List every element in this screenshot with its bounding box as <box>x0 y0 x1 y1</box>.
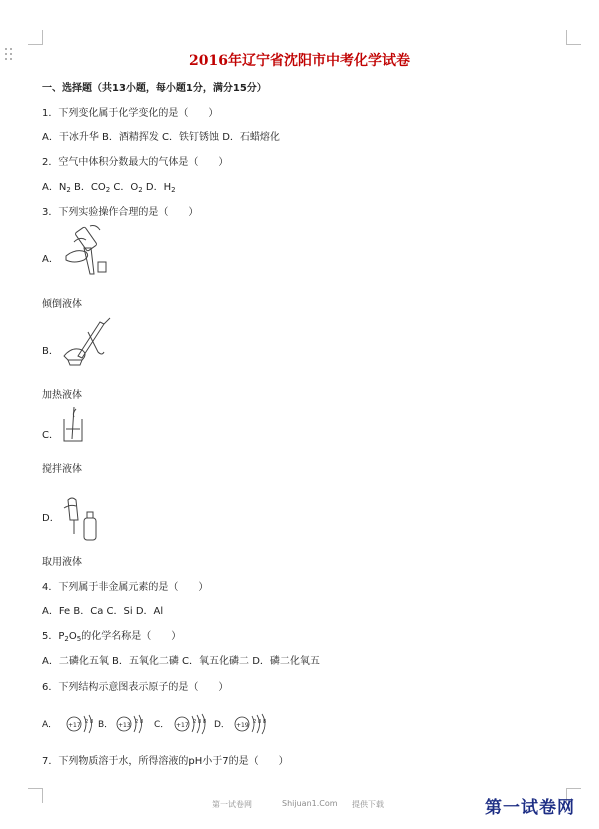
page-corner-top-right <box>566 30 581 45</box>
atom-d-shell-1: 2 <box>253 719 257 725</box>
atom-option-a-label: A． <box>42 720 58 730</box>
atom-d-shell-3: 8 <box>263 719 267 725</box>
question-2-stem: 2．空气中体积分数最大的气体是（ ） <box>42 157 229 168</box>
option-c-label: C． <box>42 430 59 441</box>
page-title: 2016年辽宁省沈阳市中考化学试卷 <box>189 53 410 69</box>
question-5-options: A．二磷化五氧 B．五氧化二磷 C．氧五化磷二 D．磷二化氧五 <box>42 656 320 667</box>
question-4-stem: 4．下列属于非金属元素的是（ ） <box>42 582 209 593</box>
atom-option-b-label: B． <box>98 720 114 730</box>
atom-c-nucleus: +17 <box>176 722 189 729</box>
option-a-caption: 倾倒液体 <box>42 299 82 310</box>
option-b-text: B．CO <box>73 182 106 193</box>
option-a-label: A． <box>42 254 59 265</box>
question-2-options: A．$N_2$ B．$CO_2$ C．$O_2$ D．$H_2$ <box>42 182 176 194</box>
question-3-stem: 3．下列实验操作合理的是（ ） <box>42 207 199 218</box>
question-5-stem: 5．$P_2O_5$的化学名称是（ ） <box>42 631 182 643</box>
atom-c-shell-1: 2 <box>193 719 197 725</box>
footer-site-url[interactable]: Shijuan1.Com <box>282 799 338 808</box>
atom-b-shell-2: 8 <box>140 719 144 725</box>
atom-d-nucleus: +19 <box>236 722 249 729</box>
question-1-stem: 1．下列变化属于化学变化的是（ ） <box>42 108 219 119</box>
option-d-caption: 取用液体 <box>42 557 82 568</box>
question-4-options: A．Fe B．Ca C．Si D．Al <box>42 606 164 617</box>
footer-download-note: 提供下载 <box>352 800 384 809</box>
option-c-caption: 搅拌液体 <box>42 464 82 475</box>
page-corner-top-left <box>28 30 43 45</box>
brand-logo: 第一试卷网 <box>485 798 575 818</box>
option-d-text: D．H <box>145 182 172 193</box>
atom-a-nucleus: +17 <box>68 722 81 729</box>
option-b-label: B． <box>42 346 59 357</box>
atom-a-shell-2: 8 <box>90 719 94 725</box>
option-a-text: A．N <box>42 182 67 193</box>
question-1-options: A．干冰升华 B．酒精挥发 C．铁钉锈蚀 D．石蜡熔化 <box>42 132 280 143</box>
stir-liquid-illustration <box>60 405 88 445</box>
atom-a-shell-1: 2 <box>85 719 89 725</box>
footer-site-name: 第一试卷网 <box>212 800 252 809</box>
atom-b-nucleus: +13 <box>118 722 131 729</box>
question-7-stem: 7．下列物质溶于水，所得溶液的pH小于7的是（ ） <box>42 756 289 767</box>
page-corner-bottom-left <box>28 788 43 803</box>
atom-structure-options <box>42 712 302 736</box>
option-b-caption: 加热液体 <box>42 390 82 401</box>
atom-c-shell-3: 8 <box>203 719 207 725</box>
option-c-text: C．O <box>113 182 139 193</box>
atom-option-c-label: C． <box>154 720 170 730</box>
take-liquid-illustration <box>60 488 104 544</box>
question-6-stem: 6．下列结构示意图表示原子的是（ ） <box>42 682 229 693</box>
heat-liquid-illustration <box>60 316 116 366</box>
atom-d-shell-2: 8 <box>258 719 262 725</box>
option-d-label: D． <box>42 513 60 524</box>
atom-c-shell-2: 8 <box>198 719 202 725</box>
pour-liquid-illustration <box>60 222 112 282</box>
section-heading: 一、选择题（共13小题，每小题1分，满分15分） <box>42 83 267 94</box>
atom-diagrams <box>42 712 302 736</box>
atom-option-d-label: D． <box>214 720 230 730</box>
atom-b-shell-1: 2 <box>135 719 139 725</box>
